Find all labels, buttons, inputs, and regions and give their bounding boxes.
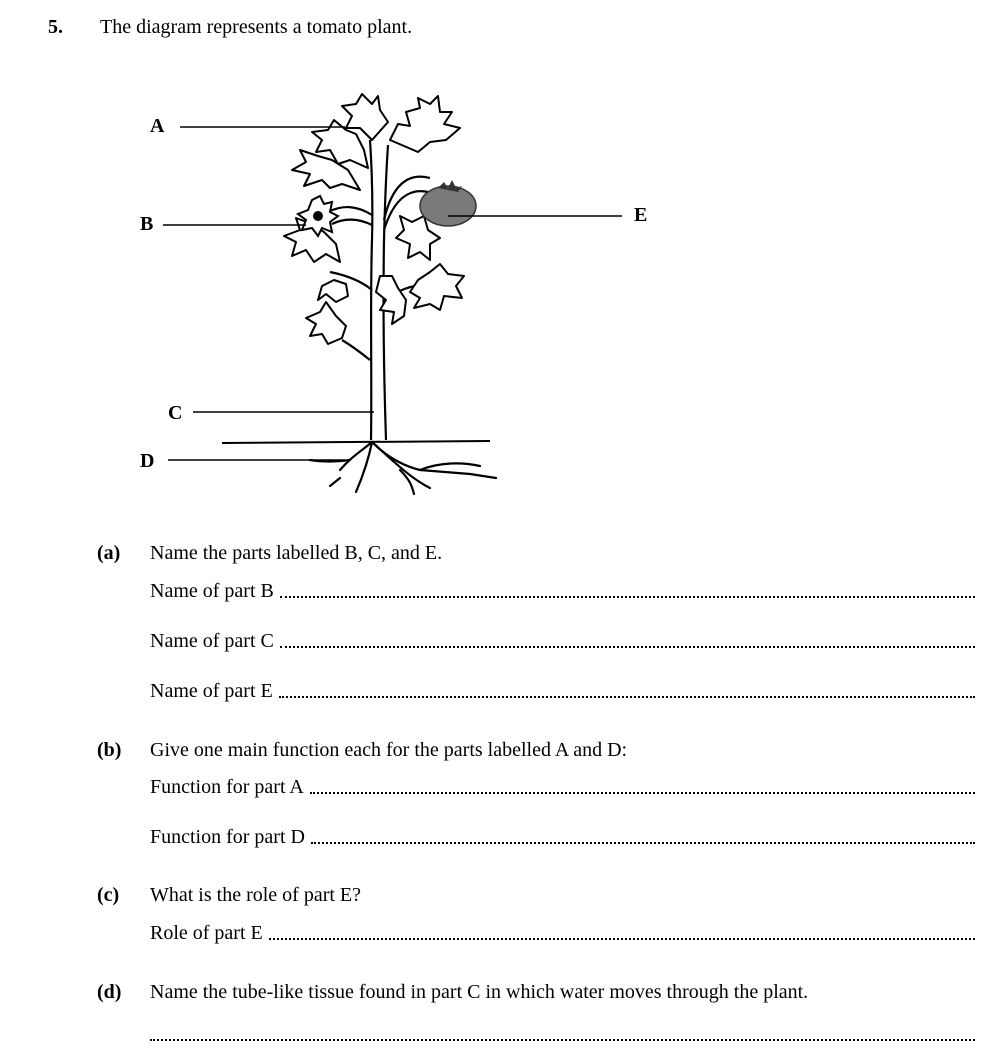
question-number: 5. [48, 16, 63, 38]
part-d-letter: (d) [97, 981, 122, 1003]
answer-line-function-a[interactable] [150, 773, 975, 799]
dotted-line [280, 590, 975, 598]
label-C: C [168, 402, 183, 424]
flower [298, 196, 338, 236]
tomato-plant-diagram [0, 0, 999, 520]
prompt: Role of part E [150, 922, 263, 944]
dotted-line [269, 932, 975, 940]
roots [310, 442, 496, 494]
prompt: Function for part A [150, 776, 304, 798]
label-A: A [150, 115, 165, 137]
part-c-question: What is the role of part E? [150, 884, 362, 906]
answer-line-tissue[interactable] [150, 1020, 975, 1046]
dotted-line [279, 690, 975, 698]
label-D: D [140, 450, 155, 472]
label-E: E [634, 204, 648, 226]
part-b-letter: (b) [97, 739, 122, 761]
part-a-question: Name the parts labelled B, C, and E. [150, 542, 443, 564]
prompt: Name of part E [150, 680, 273, 702]
dotted-line [311, 836, 975, 844]
prompt: Name of part C [150, 630, 274, 652]
answer-line-function-d[interactable] [150, 823, 975, 849]
answer-line-part-e-name[interactable] [150, 677, 975, 703]
dotted-line [310, 786, 975, 794]
part-a-letter: (a) [97, 542, 121, 564]
answer-line-part-c-name[interactable] [150, 627, 975, 653]
answer-line-role-e[interactable] [150, 919, 975, 945]
part-d-question: Name the tube-like tissue found in part C in which water moves through the plant. [150, 981, 809, 1003]
tomato-fruit [420, 180, 476, 226]
prompt: Name of part B [150, 580, 274, 602]
ground-line [222, 441, 490, 443]
part-c-letter: (c) [97, 884, 120, 906]
part-b-question: Give one main function each for the parts labelled A and D: [150, 739, 628, 761]
answer-line-part-b-name[interactable] [150, 577, 975, 603]
dotted-line [280, 640, 975, 648]
question-stem: The diagram represents a tomato plant. [100, 16, 413, 38]
dotted-line [150, 1033, 975, 1041]
prompt: Function for part D [150, 826, 305, 848]
label-B: B [140, 213, 154, 235]
